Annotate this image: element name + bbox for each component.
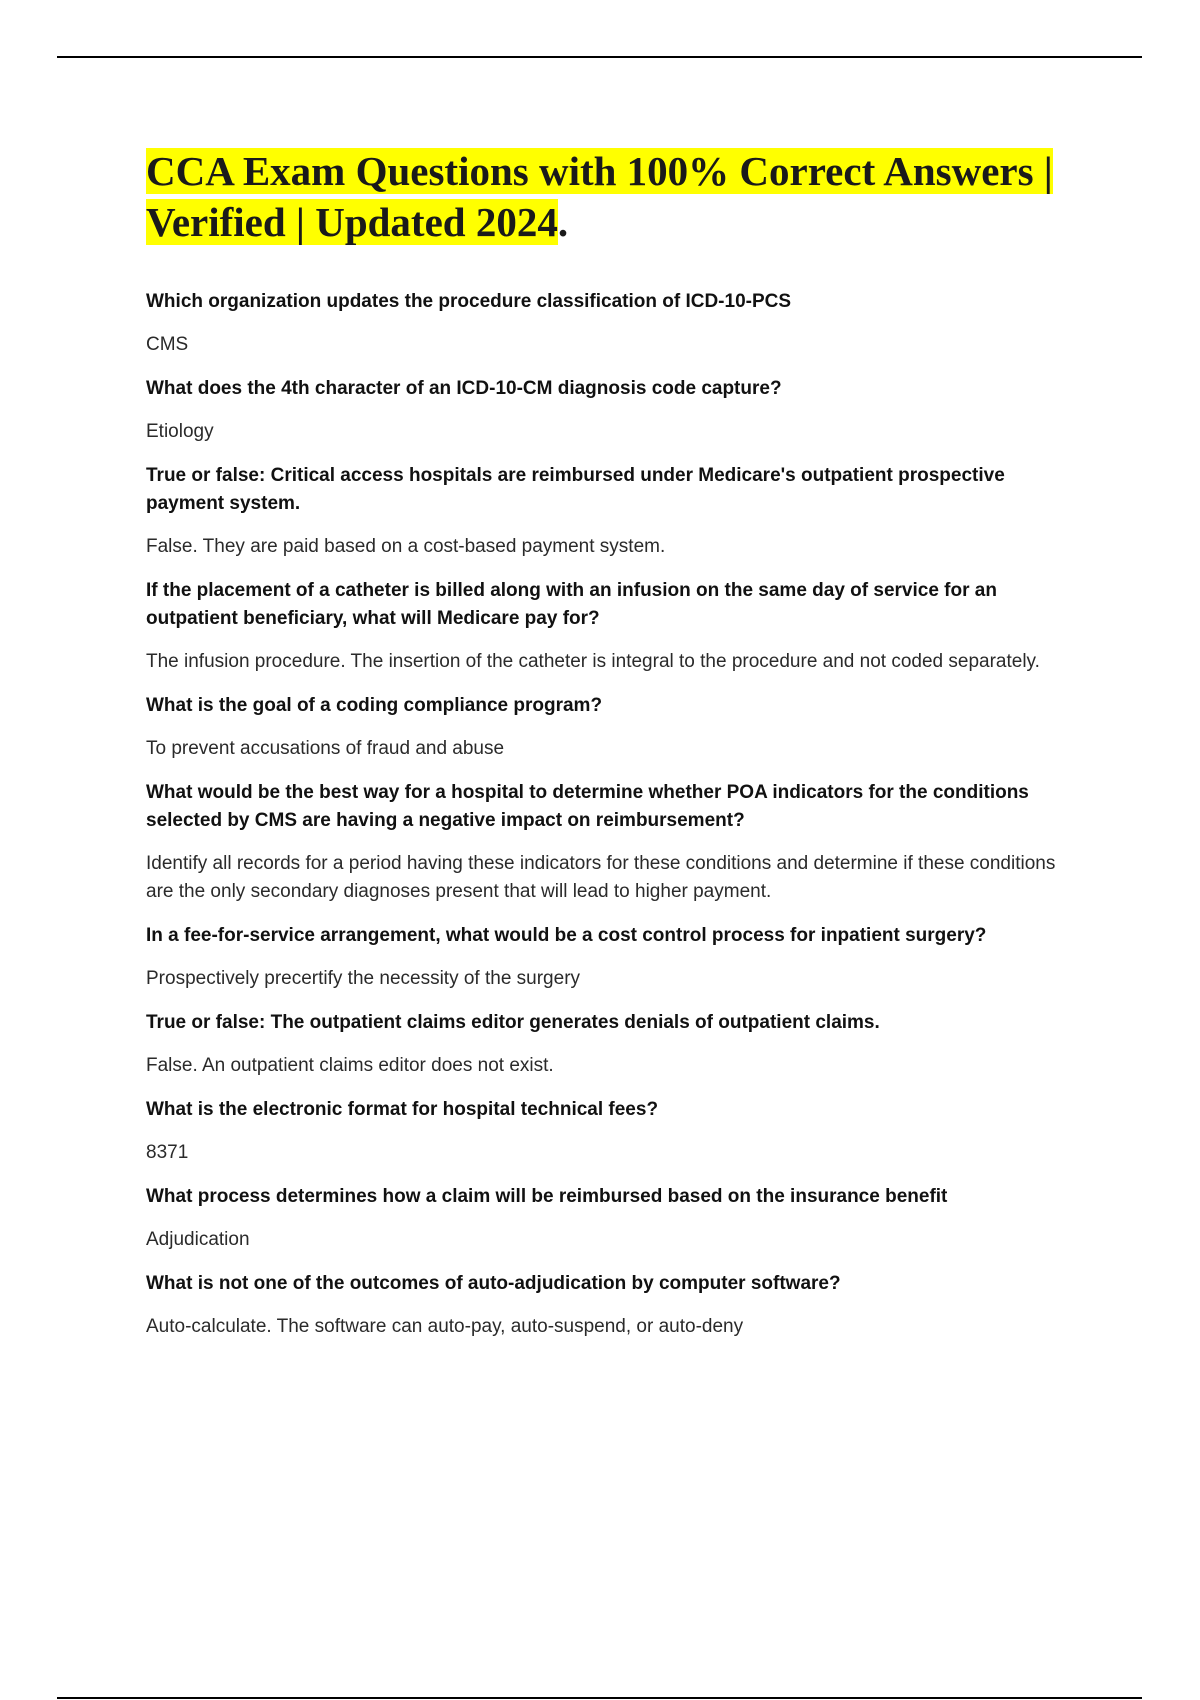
question: True or false: Critical access hospitals are reimbursed under Medicare's outpatient prospective payment system. — [146, 465, 1005, 514]
answer: False. They are paid based on a cost-based payment system. — [146, 536, 666, 557]
qa-item-10 — [146, 1183, 1076, 1254]
answer: The infusion procedure. The insertion of the catheter is integral to the procedure and not coded separately. — [146, 651, 1040, 672]
question: If the placement of a catheter is billed along with an infusion on the same day of service for an outpatient beneficiary, what will Medicare pay for? — [146, 580, 997, 629]
document-title — [146, 146, 1076, 248]
answer: CMS — [146, 334, 189, 355]
qa-item-11 — [146, 1270, 1076, 1341]
question: In a fee-for-service arrangement, what would be a cost control process for inpatient surgery? — [146, 925, 987, 946]
answer: Identify all records for a period having these indicators for these conditions and determine if these conditions are the only secondary diagnoses present that will lead to higher payment. — [146, 853, 1056, 902]
qa-item-8 — [146, 1009, 1076, 1080]
question: What does the 4th character of an ICD-10-CM diagnosis code capture? — [146, 378, 782, 399]
qa-item-9 — [146, 1096, 1076, 1167]
answer: Prospectively precertify the necessity of the surgery — [146, 968, 581, 989]
qa-item-4 — [146, 577, 1076, 676]
qa-item-2 — [146, 375, 1076, 446]
question: What is not one of the outcomes of auto-adjudication by computer software? — [146, 1273, 841, 1294]
question: What would be the best way for a hospital to determine whether POA indicators for the conditions selected by CMS are having a negative impact on reimbursement? — [146, 782, 1029, 831]
question: What is the electronic format for hospital technical fees? — [146, 1099, 659, 1120]
qa-item-1 — [146, 288, 1076, 359]
answer: To prevent accusations of fraud and abuse — [146, 738, 505, 759]
qa-item-7 — [146, 922, 1076, 993]
top-rule — [57, 56, 1142, 58]
question: True or false: The outpatient claims editor generates denials of outpatient claims. — [146, 1012, 880, 1033]
title-suffix: . — [557, 199, 569, 245]
answer: Adjudication — [146, 1229, 250, 1250]
question: What is the goal of a coding compliance program? — [146, 695, 603, 716]
qa-item-3 — [146, 462, 1076, 561]
answer: False. An outpatient claims editor does not exist. — [146, 1055, 554, 1076]
answer: 8371 — [146, 1142, 189, 1163]
bottom-rule — [57, 1697, 1142, 1699]
answer: Etiology — [146, 421, 214, 442]
qa-item-5 — [146, 692, 1076, 763]
question: Which organization updates the procedure classification of ICD-10-PCS — [146, 291, 792, 312]
question: What process determines how a claim will be reimbursed based on the insurance benefit — [146, 1186, 948, 1207]
answer: Auto-calculate. The software can auto-pay, auto-suspend, or auto-deny — [146, 1316, 744, 1337]
document-body — [146, 146, 1076, 1357]
qa-item-6 — [146, 779, 1076, 906]
title-highlight: CCA Exam Questions with 100% Correct Answers | Verified | Updated 2024 — [146, 148, 1053, 245]
